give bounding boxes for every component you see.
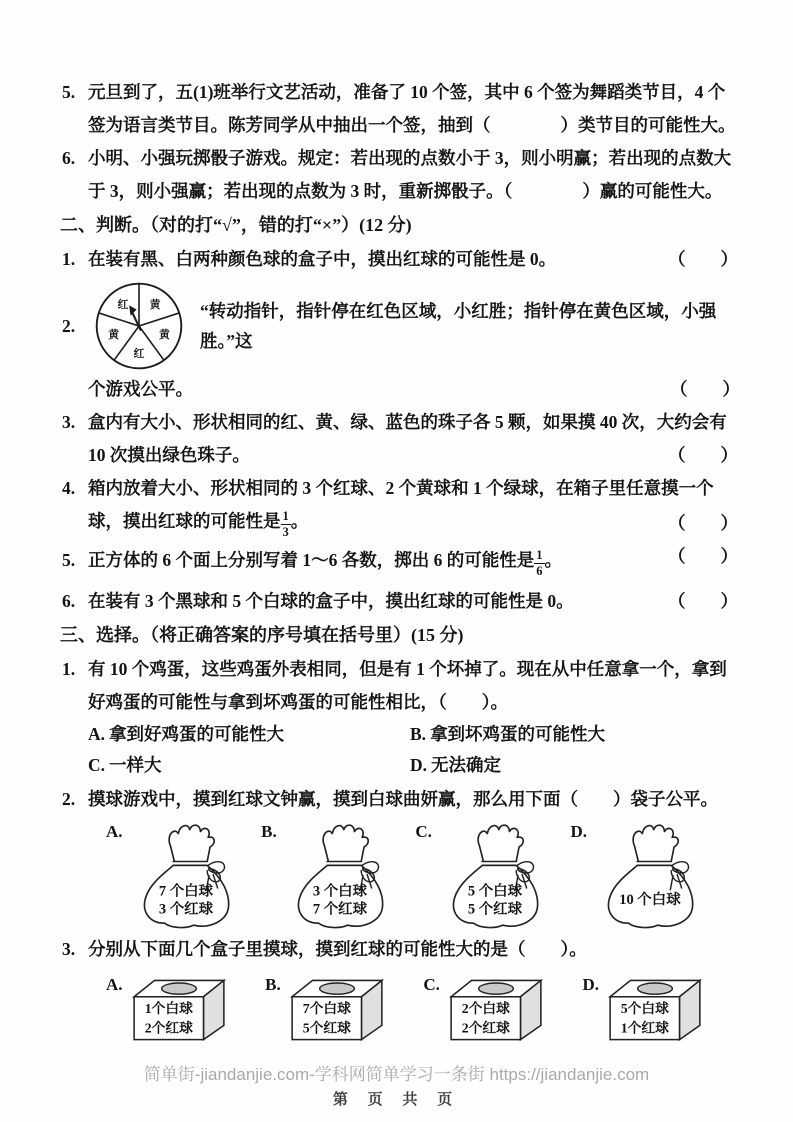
sector-label: 黄 — [158, 329, 170, 342]
bag-line1: 7 个白球 — [158, 883, 213, 900]
question-number: 1. — [62, 249, 76, 269]
judge-question-5 — [62, 544, 740, 579]
fraction — [534, 548, 544, 579]
bag-line1: 10 个白球 — [619, 891, 681, 908]
option-label: A. — [88, 724, 106, 744]
question-text-after: 。 — [544, 550, 562, 570]
answer-bracket: （ ） — [668, 249, 738, 269]
option-label: C. — [88, 755, 106, 775]
fraction-denominator: 3 — [282, 525, 289, 539]
option-b — [410, 719, 740, 750]
footer-site-line: 简单街-jiandanjie.com-学科网简单学习一条街 https://jiandanjie.com — [143, 1065, 650, 1084]
exam-content — [62, 76, 740, 1046]
choice-question-2 — [62, 783, 740, 816]
fraction-numerator: 1 — [536, 548, 543, 562]
bag-line1: 3 个白球 — [312, 883, 367, 900]
question-text-line1: “转动指针，指针停在红色区域，小红胜；指针停在黄色区域，小强胜。”这 — [200, 301, 717, 351]
page-footer — [0, 1060, 793, 1109]
question-text: 在装有 3 个黑球和 5 个白球的盒子中，摸出红球的可能性是 0。 — [88, 591, 574, 611]
box-option-a — [106, 974, 230, 1044]
bag-line1: 5 个白球 — [467, 883, 522, 900]
fraction — [281, 509, 291, 540]
box-line2: 1个红球 — [620, 1020, 669, 1036]
question-text: 有 10 个鸡蛋，这些鸡蛋外表相同，但是有 1 个坏掉了。现在从中任意拿一个，拿到好鸡蛋的可能性与拿到坏鸡蛋的可能性相比，（ ）。 — [88, 659, 727, 712]
judge-question-6 — [62, 585, 740, 618]
bag-figure — [437, 821, 551, 929]
spinner-figure — [88, 279, 190, 373]
question-number: 2. — [62, 315, 76, 336]
box-figure — [286, 974, 388, 1044]
bag-figure — [592, 821, 706, 929]
option-label: D. — [410, 755, 428, 775]
question-text: 在装有黑、白两种颜色球的盒子中，摸出红球的可能性是 0。 — [88, 249, 557, 269]
option-label: C. — [423, 975, 440, 994]
question-text-before: 正方体的 6 个面上分别写着 1～6 各数，掷出 6 的可能性是 — [88, 550, 535, 570]
section-judge-heading: 二、判断。（对的打“√”，错的打“×”）(12 分) — [60, 215, 412, 235]
sector-label: 黄 — [108, 329, 120, 342]
question-text: 摸球游戏中，摸到红球文钟赢，摸到白球曲妍赢，那么用下面（ ）袋子公平。 — [88, 789, 718, 809]
fill-in-question-5 — [62, 76, 740, 142]
question-number: 2. — [62, 789, 76, 809]
question-number: 1. — [62, 659, 76, 679]
sector-label: 红 — [117, 299, 129, 312]
box-line1: 7个白球 — [302, 1001, 351, 1017]
choice-question-1 — [62, 653, 740, 719]
bag-tie — [172, 862, 208, 866]
answer-bracket: （ ） — [668, 513, 738, 533]
question-text — [88, 544, 740, 579]
answer-bracket: （ ） — [670, 379, 740, 399]
question-number: 6. — [62, 148, 76, 168]
question-number: 4. — [62, 478, 76, 498]
box-line1: 2个白球 — [461, 1001, 510, 1017]
option-label: B. — [410, 724, 427, 744]
question-text: 小明、小强玩掷骰子游戏。规定：若出现的点数小于 3，则小明赢；若出现的点数大于 3，则小强赢；若出现的点数为 3 时，重新掷骰子。（ ）赢的可能性大。 — [88, 148, 732, 201]
option-label: C. — [415, 822, 432, 841]
option-text: 拿到坏鸡蛋的可能性大 — [430, 724, 606, 744]
box-figure — [604, 974, 706, 1044]
choice-question-3 — [62, 933, 740, 966]
fraction-numerator: 1 — [282, 509, 289, 523]
bag-option-a — [106, 821, 242, 929]
box-figure — [445, 974, 547, 1044]
question-text-after: 。 — [290, 511, 309, 531]
option-label: A. — [106, 822, 123, 841]
option-label: A. — [106, 975, 123, 994]
bag-line2: 3 个红球 — [158, 901, 213, 918]
box-line1: 1个白球 — [144, 1001, 193, 1017]
judge-question-2 — [62, 279, 740, 406]
question-text: 盒内有大小、形状相同的红、黄、绿、蓝色的珠子各 5 颗，如果摸 40 次，大约会有 10 次摸出绿色珠子。 — [88, 412, 727, 465]
bag-figure — [128, 821, 242, 929]
box-line1: 5个白球 — [620, 1001, 669, 1017]
question-number: 6. — [62, 591, 76, 611]
bag-options-row — [62, 816, 740, 933]
question-text: 分别从下面几个盒子里摸球，摸到红球的可能性大的是（ ）。 — [88, 939, 587, 959]
answer-bracket: （ ） — [668, 445, 738, 465]
option-text: 一样大 — [109, 755, 162, 775]
box-option-b — [265, 974, 388, 1044]
judge-question-1 — [62, 243, 740, 276]
answer-bracket: （ ） — [668, 546, 738, 566]
option-a — [88, 719, 410, 750]
sector-label: 黄 — [149, 299, 161, 312]
fraction-denominator: 6 — [536, 564, 543, 578]
question-text-before: 箱内放着大小、形状相同的 3 个红球、2 个黄球和 1 个绿球，在箱子里任意摸一个球，摸出红球的可能性是 — [88, 478, 714, 531]
judge-question-4 — [62, 472, 740, 540]
option-d — [410, 750, 740, 781]
question-text-line2-row — [62, 373, 740, 406]
box-hole — [161, 983, 196, 994]
section-choice-heading: 三、选择。（将正确答案的序号填在括号里）(15 分) — [60, 625, 464, 645]
option-label: D. — [582, 975, 599, 994]
option-label: D. — [570, 822, 587, 841]
box-line2: 5个红球 — [302, 1020, 351, 1036]
question-text: 元旦到了，五(1)班举行文艺活动，准备了 10 个签，其中 6 个签为舞蹈类节目，4 个签为语言类节目。陈芳同学从中抽出一个签，抽到（ ）类节目的可能性大。 — [88, 82, 736, 135]
question-number: 3. — [62, 412, 76, 432]
bag-line2: 7 个红球 — [312, 901, 367, 918]
bag-option-c — [415, 821, 551, 929]
box-option-d — [582, 974, 706, 1044]
answer-bracket: （ ） — [668, 591, 738, 611]
box-option-c — [423, 974, 547, 1044]
fill-in-question-6 — [62, 142, 740, 208]
option-label: B. — [261, 822, 277, 841]
question-number: 3. — [62, 939, 76, 959]
choice-question-1-options — [62, 719, 740, 781]
question-number: 5. — [62, 82, 76, 102]
question-number: 5. — [62, 550, 76, 570]
box-line2: 2个红球 — [144, 1020, 193, 1036]
spinner-row — [62, 279, 740, 373]
bag-crown — [169, 825, 214, 861]
question-text — [88, 472, 740, 540]
bag-figure — [282, 821, 396, 929]
option-c — [88, 750, 410, 781]
option-text: 无法确定 — [431, 755, 502, 775]
box-line2: 2个红球 — [461, 1020, 510, 1036]
box-options-row — [62, 966, 740, 1046]
option-text: 拿到好鸡蛋的可能性大 — [109, 724, 285, 744]
question-text-line2: 个游戏公平。 — [88, 379, 193, 399]
judge-question-3 — [62, 406, 740, 472]
sector-label: 红 — [133, 348, 145, 361]
option-label: B. — [265, 975, 281, 994]
box-figure — [128, 974, 230, 1044]
bag-line2: 5 个红球 — [467, 901, 522, 918]
footer-page-number-line: 第 页 共 页 — [332, 1092, 461, 1108]
bag-option-d — [570, 821, 706, 929]
bag-option-b — [261, 821, 396, 929]
